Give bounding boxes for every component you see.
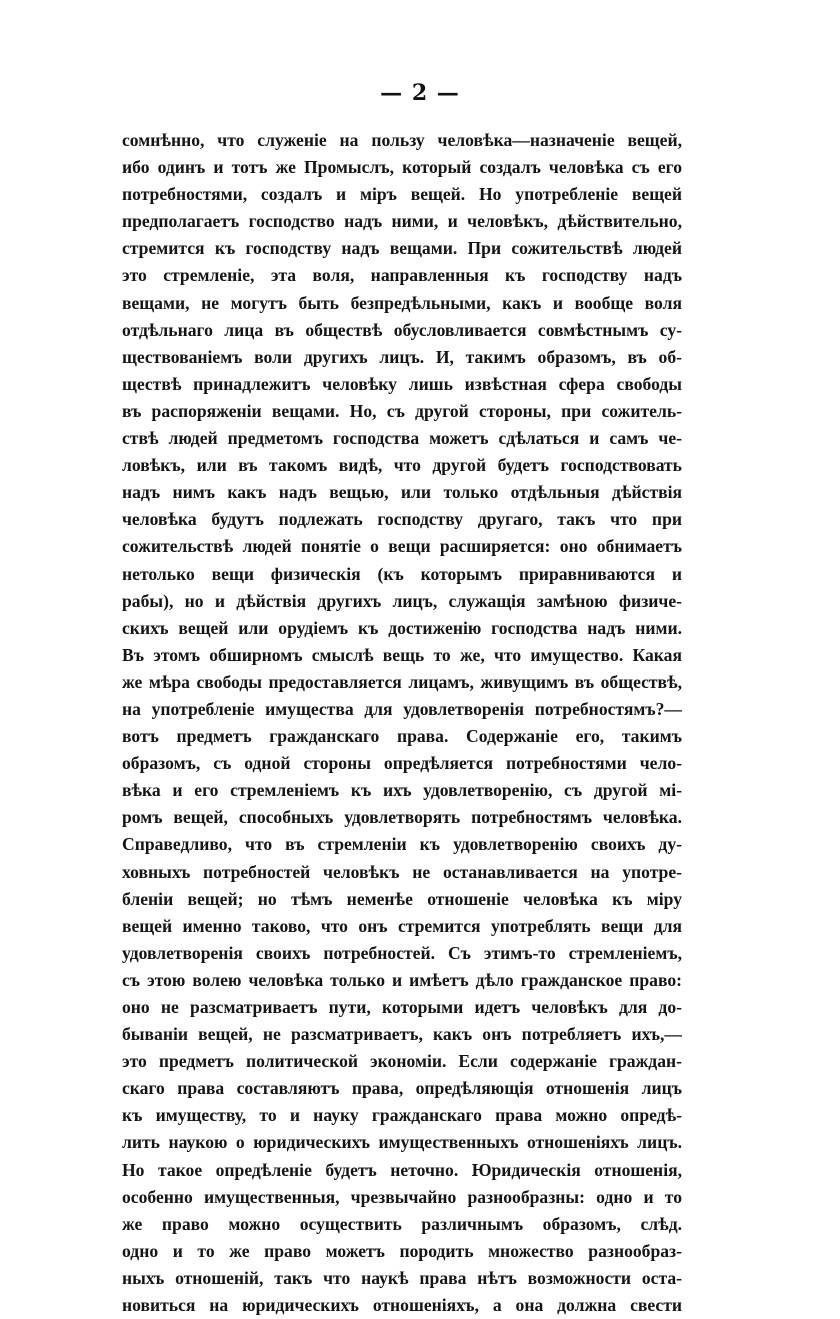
text-line: вещами, не могутъ быть безпредѣльными, какъ и вообще воля — [122, 292, 682, 313]
text-line: бленіи вещей; но тѣмъ неменѣе отношеніе человѣка къ міру — [122, 888, 682, 909]
text-line: вотъ предметъ гражданскаго права. Содержаніе его, такимъ — [122, 726, 682, 747]
text-line: сомнѣнно, что служеніе на пользу человѣка—назначеніе вещей, — [122, 130, 682, 150]
text-line: потребностями, создалъ и міръ вещей. Но употребленіе вещей — [122, 184, 682, 205]
text-line: ствѣ людей предметомъ господства можетъ сдѣлаться и самъ че- — [122, 428, 682, 449]
text-line: вещей именно таково, что онъ стремится употреблять вещи для — [122, 915, 682, 936]
text-line: это предметъ политической экономіи. Если содержаніе граждан- — [122, 1051, 682, 1072]
text-line: на употребленіе имущества для удовлетворенія потребностямъ?— — [122, 698, 682, 719]
text-line: удовлетворенія своихъ потребностей. Съ этимъ-то стремленіемъ, — [122, 942, 682, 963]
text-line: надъ нимъ какъ надъ вещью, или только отдѣльныя дѣйствія — [122, 482, 682, 503]
text-line: Въ этомъ обширномъ смыслѣ вещь то же, что имущество. Какая — [122, 644, 682, 665]
text-line: рабы), но и дѣйствія другихъ лицъ, служащія замѣною физиче- — [122, 590, 682, 611]
text-line: особенно имущественныя, чрезвычайно разнообразны: одно и то — [122, 1186, 682, 1207]
text-line: ибо одинъ и тотъ же Промыслъ, который создалъ человѣка съ его — [122, 157, 682, 178]
text-line: ховныхъ потребностей человѣкъ не останавливается на употре- — [122, 861, 682, 882]
text-line: вѣка и его стремленіемъ къ ихъ удовлетворенію, съ другой мі- — [122, 780, 682, 801]
text-line: отдѣльнаго лица въ обществѣ обусловливается совмѣстнымъ су- — [122, 319, 682, 340]
text-line: Но такое опредѣленіе будетъ неточно. Юридическія отношенія, — [122, 1159, 682, 1180]
text-line: скаго права составляютъ права, опредѣляющія отношенія лицъ — [122, 1078, 682, 1099]
text-line: нетолько вещи физическія (къ которымъ приравниваются и — [122, 563, 682, 584]
text-line: скихъ вещей или орудіемъ къ достиженію господства надъ ними. — [122, 617, 682, 638]
text-line: ловѣкъ, или въ такомъ видѣ, что другой будетъ господствовать — [122, 455, 682, 476]
text-line: ныхъ отношеній, такъ что наукѣ права нѣтъ возможности оста- — [122, 1267, 682, 1288]
text-line: новиться на юридическихъ отношеніяхъ, а она должна свести — [122, 1295, 682, 1316]
page-number: — 2 — — [380, 80, 460, 106]
text-line: бываніи вещей, не разсматриваетъ, какъ онъ потребляетъ ихъ,— — [122, 1024, 682, 1045]
text-line: предполагаетъ господство надъ ними, и человѣкъ, дѣйствительно, — [122, 211, 682, 232]
body-text — [122, 127, 682, 1319]
text-line: же право можно осуществить различнымъ образомъ, слѣд. — [122, 1213, 682, 1234]
text-line: съ этою волею человѣка только и имѣетъ дѣло гражданское право: — [122, 969, 682, 990]
text-line: ществѣ принадлежитъ человѣку лишь извѣстная сфера свободы — [122, 373, 682, 394]
text-line: лить наукою о юридическихъ имущественныхъ отношеніяхъ лицъ. — [122, 1132, 682, 1153]
text-line: въ распоряженіи вещами. Но, съ другой стороны, при сожитель- — [122, 400, 682, 421]
text-line: ромъ вещей, способныхъ удовлетворять потребностямъ человѣка. — [122, 807, 682, 828]
text-line: ществованіемъ воли другихъ лицъ. И, такимъ образомъ, въ об- — [122, 346, 682, 367]
text-line: образомъ, съ одной стороны опредѣляется потребностями чело- — [122, 753, 682, 774]
text-line: стремится къ господству надъ вещами. При сожительствѣ людей — [122, 238, 682, 259]
text-line: одно и то же право можетъ породить множество разнообраз- — [122, 1240, 682, 1261]
text-line: Справедливо, что въ стремленіи къ удовлетворенію своихъ ду- — [122, 834, 682, 855]
text-line: человѣка будутъ подлежать господству другаго, такъ что при — [122, 509, 682, 530]
text-line: же мѣра свободы предоставляется лицамъ, живущимъ въ обществѣ, — [122, 671, 682, 692]
text-line: оно не разсматриваетъ пути, которыми идетъ человѣкъ для до- — [122, 997, 682, 1017]
text-line: это стремленіе, эта воля, направленныя къ господству надъ — [122, 265, 682, 286]
text-line: сожительствѣ людей понятіе о вещи расширяется: оно обнимаетъ — [122, 536, 682, 557]
text-line: къ имуществу, то и науку гражданскаго права можно опредѣ- — [122, 1105, 682, 1126]
